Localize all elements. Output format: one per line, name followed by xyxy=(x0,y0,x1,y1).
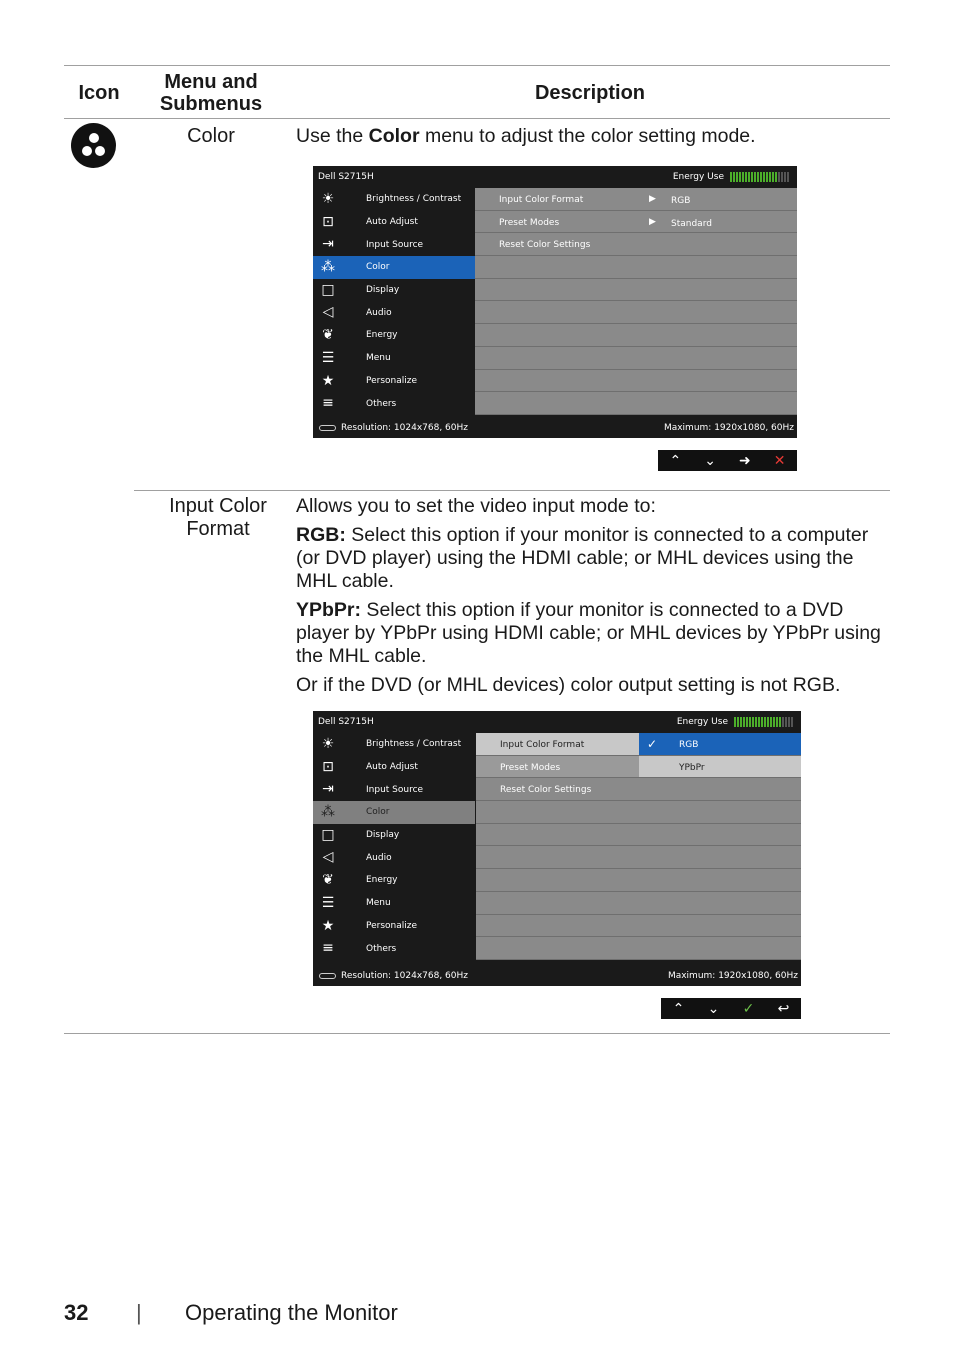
down-icon[interactable]: ⌄ xyxy=(707,1000,720,1017)
color-icon xyxy=(71,123,116,168)
osd-item-audio[interactable]: ◁ Audio xyxy=(313,846,475,869)
row-title-input-color-format: Input Color Format xyxy=(169,495,267,540)
osd-item-audio[interactable]: ◁ Audio xyxy=(313,301,475,324)
submenu-preset-modes[interactable]: Preset Modes ▶ Standard xyxy=(475,211,797,234)
osd-item-display[interactable]: □ Display xyxy=(313,824,475,847)
submenu-reset-color[interactable]: Reset Color Settings xyxy=(476,778,639,801)
osd-submenu xyxy=(476,733,639,960)
menu-icon: ☰ xyxy=(321,894,335,911)
submenu-reset-color[interactable]: Reset Color Settings xyxy=(475,233,797,256)
input-color-format-rgb: RGB: Select this option if your monitor is connected to a computer (or DVD player) using the HDMI cable; or MHL devices using the MHL cable. xyxy=(296,524,869,592)
osd-item-auto-adjust[interactable]: ⊡ Auto Adjust xyxy=(313,756,475,779)
input-color-format-outro: Or if the DVD (or MHL devices) color output setting is not RGB. xyxy=(296,674,841,696)
input-source-icon: ⇥ xyxy=(322,236,334,253)
osd-main-menu xyxy=(313,733,475,960)
input-color-format-intro: Allows you to set the video input mode to: xyxy=(296,495,656,517)
osd-item-personalize[interactable]: ★ Personalize xyxy=(313,915,475,938)
header-menu: Menu and Submenus xyxy=(159,71,263,115)
check-icon: ✓ xyxy=(647,737,658,751)
osd-item-energy[interactable]: ❦ Energy xyxy=(313,324,475,347)
star-icon: ★ xyxy=(321,372,335,389)
up-icon[interactable]: ⌃ xyxy=(669,452,682,469)
brightness-icon: ☀ xyxy=(321,736,335,752)
osd-item-others[interactable]: ≡ Others xyxy=(313,392,475,415)
auto-adjust-icon: ⊡ xyxy=(322,758,334,775)
energy-meter: Energy Use xyxy=(677,717,793,727)
audio-icon: ◁ xyxy=(322,849,334,866)
osd-screenshot-input-color-format xyxy=(313,711,801,986)
row-divider xyxy=(134,490,890,491)
down-icon[interactable]: ⌄ xyxy=(704,452,716,469)
header-description: Description xyxy=(534,82,646,104)
osd-options xyxy=(639,733,801,960)
color-icon: ⁂ xyxy=(321,259,335,276)
osd-item-others[interactable]: ≡ Others xyxy=(313,937,475,960)
submenu-input-color-format[interactable]: Input Color Format ▶ RGB xyxy=(475,188,797,211)
others-icon: ≡ xyxy=(322,940,334,957)
osd-button-bar xyxy=(661,998,801,1019)
check-icon[interactable]: ✓ xyxy=(742,1000,755,1017)
row-title-color: Color xyxy=(187,125,235,147)
page-number: 32 xyxy=(64,1300,89,1325)
menu-icon: ☰ xyxy=(321,349,335,366)
osd-item-menu[interactable]: ☰ Menu xyxy=(313,347,475,370)
osd-button-bar xyxy=(658,450,797,471)
osd-item-color[interactable]: ⁂ Color xyxy=(313,256,475,279)
footer-section-title: Operating the Monitor xyxy=(185,1300,398,1325)
others-icon: ≡ xyxy=(322,395,334,412)
up-icon[interactable]: ⌃ xyxy=(672,1000,685,1017)
osd-resolution: Resolution: 1024x768, 60Hz xyxy=(319,423,468,433)
osd-item-display[interactable]: □ Display xyxy=(313,279,475,302)
osd-item-color[interactable]: ⁂ Color xyxy=(313,801,475,824)
brightness-icon: ☀ xyxy=(321,191,335,207)
audio-icon: ◁ xyxy=(322,304,334,321)
energy-bar xyxy=(730,172,789,182)
input-color-format-ypbpr: YPbPr: Select this option if your monitor is connected to a DVD player by YPbPr using HDMI cable; or MHL devices by YPbPr using the MHL cable. xyxy=(296,599,881,667)
input-source-icon: ⇥ xyxy=(322,781,334,798)
color-icon: ⁂ xyxy=(321,804,335,821)
osd-item-menu[interactable]: ☰ Menu xyxy=(313,892,475,915)
hdmi-icon xyxy=(319,425,336,431)
right-arrow-icon[interactable]: ➜ xyxy=(739,452,751,469)
close-icon[interactable]: ✕ xyxy=(773,452,786,469)
osd-maximum: Maximum: 1920x1080, 60Hz xyxy=(667,971,798,981)
option-ypbpr[interactable]: YPbPr xyxy=(639,756,801,779)
play-arrow-icon: ▶ xyxy=(649,216,656,227)
osd-model: Dell S2715H xyxy=(318,717,374,727)
footer-separator: | xyxy=(136,1300,142,1325)
osd-main-menu xyxy=(313,188,475,415)
table-top-rule xyxy=(64,65,890,66)
display-icon: □ xyxy=(321,826,335,843)
auto-adjust-icon: ⊡ xyxy=(322,213,334,230)
osd-resolution: Resolution: 1024x768, 60Hz xyxy=(319,971,468,981)
osd-item-input-source[interactable]: ⇥ Input Source xyxy=(313,233,475,256)
osd-item-brightness[interactable]: ☀ Brightness / Contrast xyxy=(313,188,475,211)
color-description: Use the Color menu to adjust the color setting mode. xyxy=(296,125,756,147)
play-arrow-icon: ▶ xyxy=(649,194,656,204)
osd-item-input-source[interactable]: ⇥ Input Source xyxy=(313,778,475,801)
option-rgb[interactable]: ✓ RGB xyxy=(639,733,801,756)
energy-meter: Energy Use xyxy=(673,172,789,182)
table-bottom-rule xyxy=(64,1033,890,1034)
energy-icon: ❦ xyxy=(322,872,334,889)
energy-bar xyxy=(734,717,793,727)
osd-model: Dell S2715H xyxy=(318,172,374,182)
osd-maximum: Maximum: 1920x1080, 60Hz xyxy=(663,423,794,433)
osd-item-auto-adjust[interactable]: ⊡ Auto Adjust xyxy=(313,211,475,234)
star-icon: ★ xyxy=(321,917,335,934)
submenu-preset-modes[interactable]: Preset Modes xyxy=(476,756,639,779)
header-icon: Icon xyxy=(78,82,120,104)
osd-screenshot-color-menu xyxy=(313,166,797,438)
hdmi-icon xyxy=(319,973,336,979)
osd-item-energy[interactable]: ❦ Energy xyxy=(313,869,475,892)
osd-item-personalize[interactable]: ★ Personalize xyxy=(313,370,475,393)
osd-submenu xyxy=(475,188,797,415)
submenu-input-color-format[interactable]: Input Color Format xyxy=(476,733,639,756)
osd-item-brightness[interactable]: ☀ Brightness / Contrast xyxy=(313,733,475,756)
back-icon[interactable]: ↩ xyxy=(777,1000,790,1017)
header-rule xyxy=(64,118,890,119)
display-icon: □ xyxy=(321,281,335,298)
energy-icon: ❦ xyxy=(322,327,334,344)
